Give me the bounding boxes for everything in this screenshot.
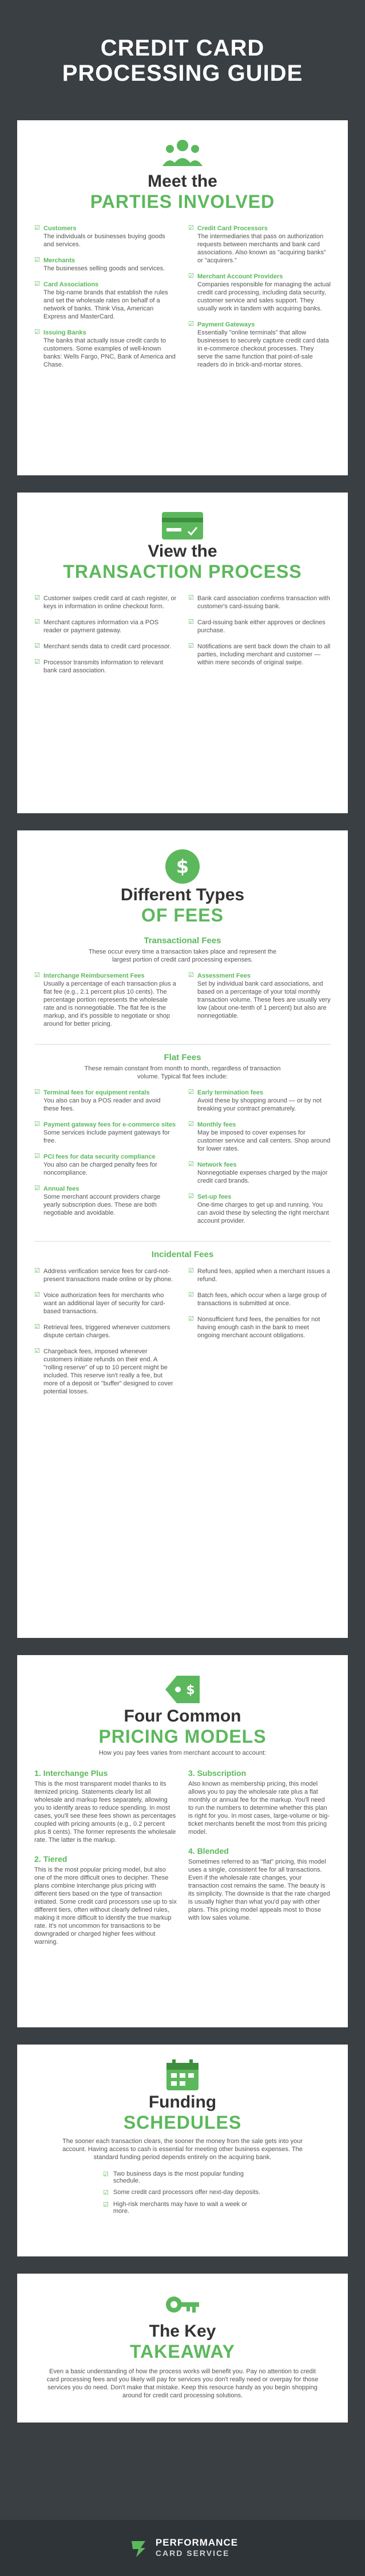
list-item: ☑ Retrieval fees, triggered whenever customers dispute certain charges. bbox=[34, 1324, 170, 1339]
transaction-title-b: TRANSACTION PROCESS bbox=[63, 561, 302, 582]
transaction-title-a: View the bbox=[148, 542, 217, 561]
check-icon: ☑ bbox=[188, 1161, 194, 1168]
check-icon: ☑ bbox=[34, 1121, 40, 1128]
transaction-section bbox=[17, 493, 348, 813]
check-icon: ☑ bbox=[34, 972, 40, 979]
incidental-left bbox=[34, 1267, 177, 1404]
check-icon: ☑ bbox=[188, 273, 194, 279]
divider bbox=[34, 1044, 331, 1045]
performance-card-service-logo-icon bbox=[127, 2536, 150, 2559]
check-icon: ☑ bbox=[34, 1185, 40, 1192]
list-item: ☑ Customer swipes credit card at cash register, or keys in information in online checkout form. bbox=[34, 594, 177, 610]
funding-intro: The sooner each transaction clears, the sooner the money from the sale gets into your account. Having access to cash is essential for meeting other business expenses. The standard funding period depends entirely on the acquiring bank. bbox=[62, 2138, 303, 2161]
list-item: ☑ Processor transmits information to relevant bank card association. bbox=[34, 659, 164, 674]
check-icon: ☑ bbox=[188, 619, 194, 625]
fees-title-b: OF FEES bbox=[141, 905, 224, 925]
check-icon: ☑ bbox=[188, 321, 194, 328]
list-item: ☑ Set-up fees One-time charges to get up and running. You can avoid these by selecting the right merchant account provider. bbox=[188, 1193, 329, 1224]
transaction-left-column bbox=[34, 594, 177, 683]
hero-title-line2: PROCESSING GUIDE bbox=[62, 61, 303, 86]
parties-section bbox=[17, 120, 348, 475]
list-item: ☑ Assessment Fees Set by individual bank card associations, and based on a percentage of your total monthly transaction volume. These fees are usually very low (about one-tenth of 1 percent) but also are nonnegotiable. bbox=[188, 972, 331, 1019]
check-icon: ☑ bbox=[34, 224, 40, 231]
price-tag-icon bbox=[162, 1672, 203, 1707]
list-item: ☑ Customers The individuals or businesses buying goods and services. bbox=[34, 224, 165, 248]
list-item: ☑ Payment gateway fees for e-commerce sites Some services include payment gateways for free. bbox=[34, 1121, 176, 1144]
footer bbox=[0, 2520, 365, 2576]
list-item: ☑ Bank card association confirms transaction with customer's card-issuing bank. bbox=[188, 594, 330, 610]
check-icon: ☑ bbox=[188, 594, 194, 601]
list-item: ☑ Network fees Nonnegotiable expenses charged by the major credit card brands. bbox=[188, 1161, 328, 1184]
list-item: ☑ Interchange Reimbursement Fees Usually a percentage of each transaction plus a flat fee (e.g., 2.1 percent plus 10 cents). The percentage portion represents the wholesale rate and is nonnegotiable. The flat fee is the markup, and it's possible to negotiate or shop around for better pricing. bbox=[34, 972, 176, 1027]
list-item: ☑ Merchants The businesses selling goods and services. bbox=[34, 257, 165, 272]
transactional-fees-desc: These occur every time a transaction takes place and represent the largest portion of credit card processing expenses. bbox=[88, 948, 277, 963]
people-icon bbox=[160, 137, 205, 172]
list-item: ☑ Merchant sends data to credit card processor. bbox=[34, 643, 172, 650]
flat-right bbox=[188, 1089, 331, 1233]
footer-brand bbox=[156, 2538, 238, 2558]
check-icon: ☑ bbox=[188, 972, 194, 979]
list-item: ☑ Terminal fees for equipment rentals You also can buy a POS reader and avoid these fees. bbox=[34, 1089, 161, 1112]
footer-brand-line2: CARD SERVICE bbox=[155, 2549, 230, 2558]
parties-title-b: PARTIES INVOLVED bbox=[90, 191, 275, 212]
check-icon: ☑ bbox=[34, 643, 40, 649]
parties-left-column bbox=[34, 224, 177, 377]
check-icon: ☑ bbox=[34, 619, 40, 625]
check-icon: ☑ bbox=[34, 1153, 40, 1160]
check-icon: ☑ bbox=[34, 1291, 40, 1298]
check-icon: ☑ bbox=[188, 1267, 194, 1274]
pricing-model: 3. Subscription Also known as membership pricing, this model allows you to pay the wholesale rate plus a flat monthly or annual fee for the markup. You'll need to run the numbers to determine whether this plan is right for you. In most cases, large-volume or big-ticket merchants benefit the most from this pricing model. bbox=[188, 1768, 330, 1836]
check-icon: ☑ bbox=[188, 643, 194, 649]
list-item: ☑ Two business days is the most popular funding schedule. bbox=[103, 2171, 244, 2184]
list-item: ☑ Merchant Account Providers Companies responsible for managing the actual credit card processing, including data security, customer service and sales support. They usually work in tandem with acquiring banks. bbox=[188, 273, 331, 312]
takeaway-section bbox=[17, 2274, 348, 2423]
hero-title-line1: CREDIT CARD bbox=[100, 36, 265, 61]
takeaway-title-b: TAKEAWAY bbox=[129, 2341, 236, 2362]
check-icon: ☑ bbox=[188, 1193, 194, 1200]
list-item: ☑ Voice authorization fees for merchants who want an additional layer of security for card-based transactions. bbox=[34, 1291, 165, 1315]
list-item: ☑ Annual fees Some merchant account providers charge yearly subscription dues. These are both negotiable and avoidable. bbox=[34, 1185, 161, 1216]
check-icon: ☑ bbox=[34, 1324, 40, 1330]
divider bbox=[34, 1241, 331, 1242]
incidental-fees-heading: Incidental Fees bbox=[151, 1250, 214, 1259]
list-item: ☑ Chargeback fees, imposed whenever customers initiate refunds on their end. A "rolling reserve" of up to 10 percent might be included. This reserve isn't really a fee, but more of a deposit or "buffer" designed to cover potential losses. bbox=[34, 1348, 173, 1395]
list-item: ☑ Monthly fees May be imposed to cover expenses for customer service and call centers. Shop around for lower rates. bbox=[188, 1121, 331, 1152]
check-icon: ☑ bbox=[34, 257, 40, 263]
incidental-right bbox=[188, 1267, 331, 1404]
list-item: ☑ PCI fees for data security compliance You also can be charged penalty fees for noncompliance. bbox=[34, 1153, 157, 1176]
list-item: ☑ Refund fees, applied when a merchant issues a refund. bbox=[188, 1267, 330, 1283]
list-item: ☑ Card Associations The big-name brands that establish the rules and set the wholesale rates on behalf of a network of banks. Think Visa, American Express and MasterCard. bbox=[34, 281, 168, 320]
svg-text:$: $ bbox=[176, 856, 189, 877]
check-icon: ☑ bbox=[188, 1089, 194, 1096]
check-icon: ☑ bbox=[103, 2189, 109, 2196]
transaction-right-column bbox=[188, 594, 331, 683]
transactional-left bbox=[34, 972, 177, 1036]
list-item: ☑ Address verification service fees for card-not-present transactions made online or by phone. bbox=[34, 1267, 173, 1283]
flat-left bbox=[34, 1089, 177, 1233]
list-item: ☑ Payment Gateways Essentially "online terminals" that allow businesses to securely capture credit card data in e-commerce checkout processes. They serve the same function that point-of-sale readers do in brick-and-mortar stores. bbox=[188, 321, 329, 368]
pricing-model: 2. Tiered This is the most popular pricing model, but also one of the more difficult ones to decipher. These plans combine interchange plus pricing with different tiers based on the type of transaction initiated. Some credit card processors use up to six different tiers, often without clearly defined rules, making it more difficult to identify the true markup rate. It's not uncommon for transactions to be downgraded or charged higher fees without warning. bbox=[34, 1854, 177, 1945]
flat-fees-heading: Flat Fees bbox=[164, 1053, 201, 1062]
check-icon: ☑ bbox=[34, 1267, 40, 1274]
pricing-model: 1. Interchange Plus This is the most transparent model thanks to its itemized pricing. Statements clearly list all wholesale and markup fees separately, allowing you to identify areas to reduce spending. In most cases, you'll see these fees shown as percentages coupled with pricing amounts (e.g., 0.2 percent plus 8 cents). The former represents the wholesale rate. The latter is the markup. bbox=[34, 1768, 176, 1844]
takeaway-title-a: The Key bbox=[149, 2322, 216, 2341]
key-icon bbox=[162, 2287, 203, 2322]
check-icon: ☑ bbox=[103, 2171, 109, 2178]
list-item: ☑ Credit Card Processors The intermediaries that pass on authorization requests between merchants and bank card associations. Also known as "acquiring banks" or "acquirers." bbox=[188, 224, 326, 264]
check-icon: ☑ bbox=[34, 281, 40, 287]
check-icon: ☑ bbox=[34, 659, 40, 665]
hero-header bbox=[0, 0, 365, 120]
check-icon: ☑ bbox=[34, 1089, 40, 1096]
list-item: ☑ Nonsufficient fund fees, the penalties for not having enough cash in the bank to meet ongoing merchant account obligations. bbox=[188, 1315, 320, 1339]
list-item: ☑ Batch fees, which occur when a large group of transactions is submitted at once. bbox=[188, 1291, 327, 1307]
transactional-fees-heading: Transactional Fees bbox=[144, 936, 221, 946]
funding-section bbox=[17, 2045, 348, 2256]
svg-text:$: $ bbox=[186, 1683, 195, 1697]
fees-section bbox=[17, 830, 348, 1638]
check-icon: ☑ bbox=[188, 1315, 194, 1322]
check-icon: ☑ bbox=[188, 1291, 194, 1298]
calendar-icon bbox=[164, 2058, 201, 2093]
list-item: ☑ Card-issuing bank either approves or declines purchase. bbox=[188, 619, 326, 634]
parties-title-a: Meet the bbox=[148, 172, 217, 191]
pricing-right-column bbox=[188, 1768, 331, 1946]
list-item: ☑ Merchant captures information via a POS reader or payment gateway. bbox=[34, 619, 159, 634]
check-icon: ☑ bbox=[103, 2201, 109, 2208]
pricing-title-b: PRICING MODELS bbox=[98, 1726, 267, 1747]
list-item: ☑ Early termination fees Avoid these by shopping around — or by not breaking your contract prematurely. bbox=[188, 1089, 322, 1112]
pricing-title-a: Four Common bbox=[124, 1707, 241, 1726]
pricing-section bbox=[17, 1655, 348, 2027]
transactional-right bbox=[188, 972, 331, 1036]
list-item: ☑ Some credit card processors offer next-day deposits. bbox=[103, 2189, 261, 2196]
pricing-model: 4. Blended Sometimes referred to as "flat" pricing, this model uses a single, consistent fee for all transactions. Even if the wholesale rate changes, your transaction cost remains the same. The beauty is its simplicity. The downside is that the rate charged is usually higher than what you'd pay with other plans. This pricing model appeals most to those with low sales volume. bbox=[188, 1846, 330, 1921]
parties-right-column bbox=[188, 224, 331, 377]
footer-brand-line1: PERFORMANCE bbox=[155, 2537, 239, 2548]
funding-title-a: Funding bbox=[148, 2093, 217, 2112]
fees-title-a: Different Types bbox=[120, 885, 245, 904]
check-icon: ☑ bbox=[188, 224, 194, 231]
check-icon: ☑ bbox=[188, 1121, 194, 1128]
funding-list bbox=[17, 2171, 348, 2215]
pricing-intro: How you pay fees varies from merchant account to account: bbox=[98, 1750, 267, 1756]
credit-card-icon bbox=[160, 510, 205, 542]
pricing-left-column bbox=[34, 1768, 177, 1946]
check-icon: ☑ bbox=[34, 594, 40, 601]
funding-title-b: SCHEDULES bbox=[123, 2112, 242, 2133]
list-item: ☑ High-risk merchants may have to wait a week or more. bbox=[103, 2201, 248, 2215]
check-icon: ☑ bbox=[34, 1348, 40, 1354]
check-icon: ☑ bbox=[34, 329, 40, 336]
dollar-coin-icon bbox=[164, 848, 201, 885]
list-item: ☑ Issuing Banks The banks that actually issue credit cards to customers. Some examples of well-known banks: Wells Fargo, PNC, Bank of America and Chase. bbox=[34, 329, 176, 368]
flat-fees-desc: These remain constant from month to month, regardless of transaction volume. Typical flat fees include: bbox=[84, 1065, 281, 1080]
list-item: ☑ Notifications are sent back down the chain to all parties, including merchant and customer — within mere seconds of original swipe. bbox=[188, 643, 331, 666]
takeaway-text: Even a basic understanding of how the process works will benefit you. Pay no attention to credit card processing fees and you likely will pay for services you don't really need or overpay for those services you do need. Don't make that mistake. Keep this resource handy as you begin shopping around for credit card processing solutions. bbox=[46, 2368, 319, 2399]
